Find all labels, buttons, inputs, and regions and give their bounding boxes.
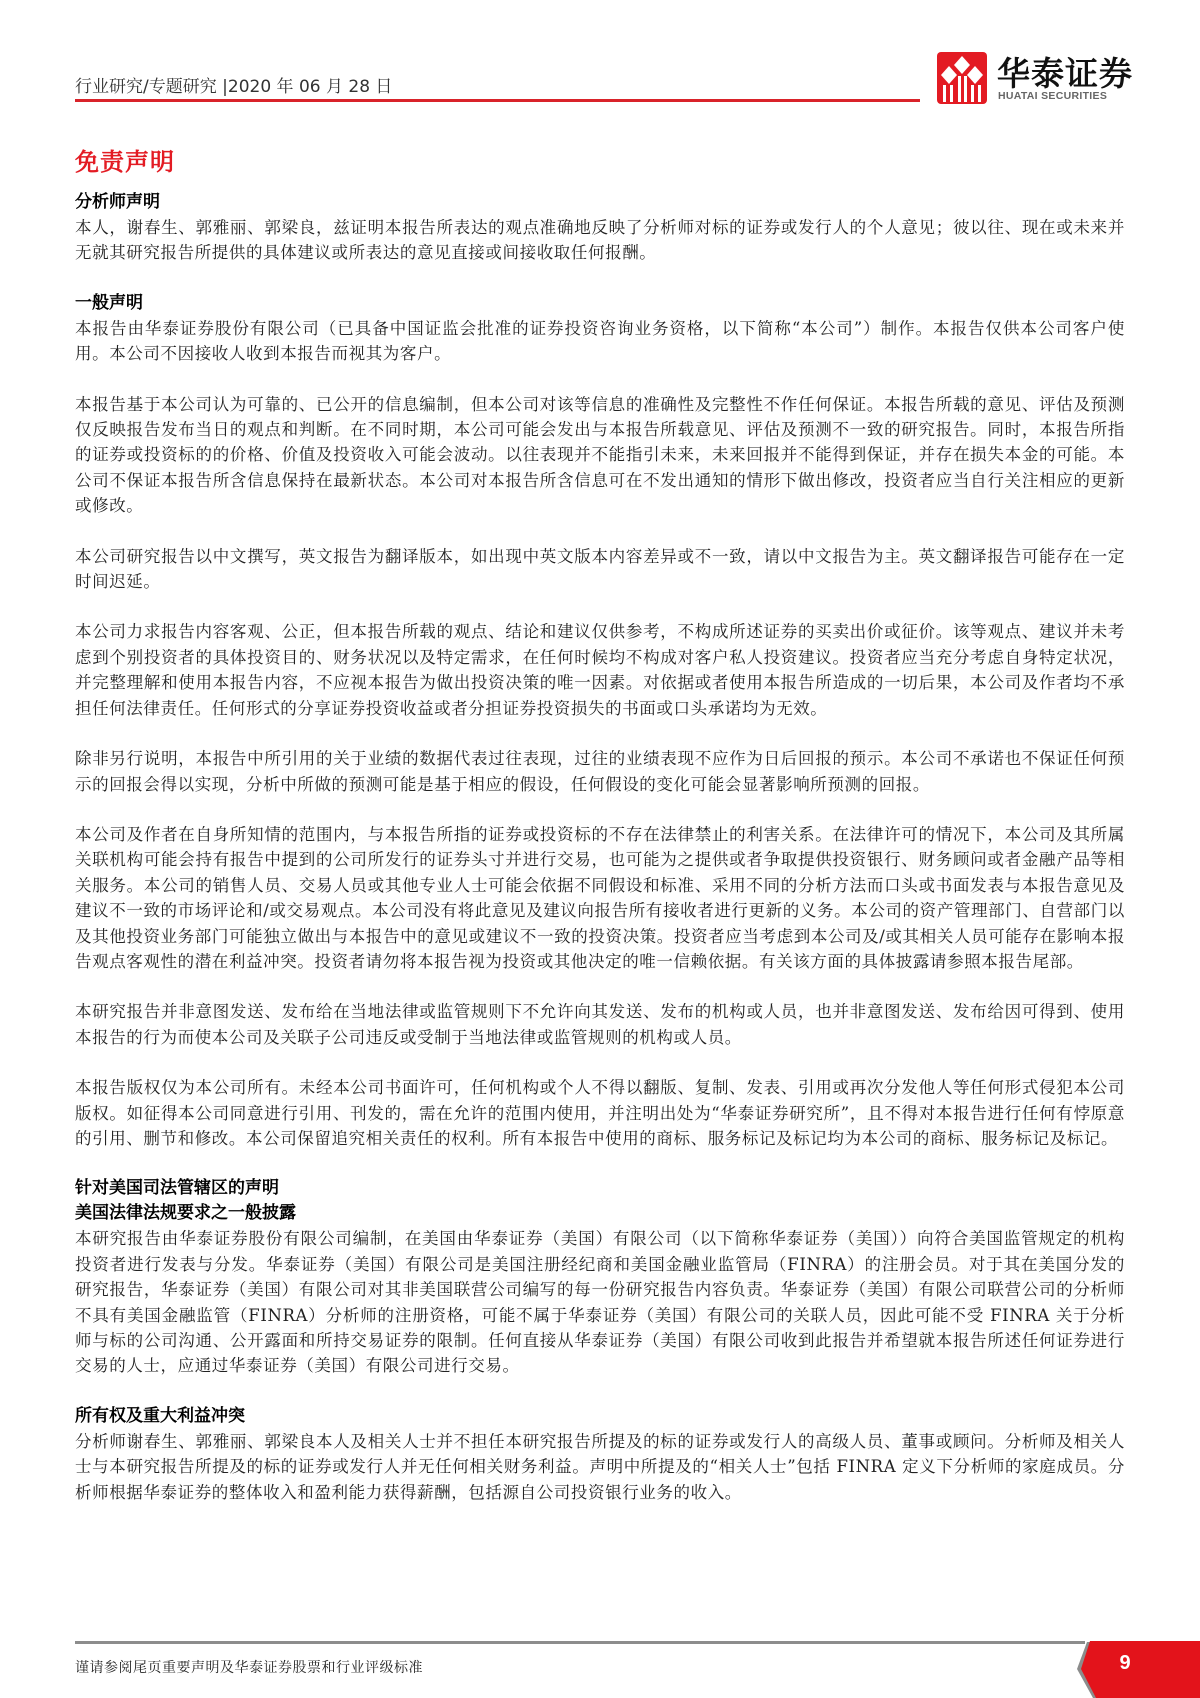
section-general-statement <box>75 291 1125 1152</box>
header-divider <box>75 99 920 102</box>
section-analyst-statement <box>75 190 1125 266</box>
footer-notice: 谨请参阅尾页重要声明及华泰证券股票和行业评级标准 <box>75 1660 423 1676</box>
page-title: 免责声明 <box>75 147 175 176</box>
huatai-logo <box>937 50 1137 106</box>
paragraph: 本研究报告由华泰证券股份有限公司编制，在美国由华泰证券（美国）有限公司（以下简称华泰证券（美国））向符合美国监管规定的机构投资者进行发表与分发。华泰证券（美国）有限公司是美国注册经纪商和美国金融业监管局（FINRA）的注册会员。对于其在美国分发的研究报告，华泰证券（美国）有限公司对其非美国联营公司编写的每一份研究报告内容负责。华泰证券（美国）有限公司联营公司的分析师不具有美国金融监管（FINRA）分析师的注册资格，可能不属于华泰证券（美国）有限公司的关联人员，因此可能不受 FINRA 关于分析师与标的公司沟通、公开露面和所持交易证券的限制。任何直接从华泰证券（美国）有限公司收到此报告并希望就本报告所述任何证券进行交易的人士，应通过华泰证券（美国）有限公司进行交易。 <box>75 1229 1125 1376</box>
header-category-date <box>75 72 392 97</box>
paragraph: 本公司力求报告内容客观、公正，但本报告所载的观点、结论和建议仅供参考，不构成所述证券的买卖出价或征价。该等观点、建议并未考虑到个别投资者的具体投资目的、财务状况以及特定需求，在任何时候均不构成对客户私人投资建议。投资者应当充分考虑自身特定状况，并完整理解和使用本报告内容，不应视本报告为做出投资决策的唯一因素。对依据或者使用本报告所造成的一切后果，本公司及作者均不承担任何法律责任。任何形式的分享证券投资收益或者分担证券投资损失的书面或口头承诺均为无效。 <box>75 622 1125 718</box>
section-heading: 所有权及重大利益冲突 <box>75 1405 245 1426</box>
section-us-jurisdiction <box>75 1176 1125 1378</box>
paragraph: 本报告由华泰证券股份有限公司（已具备中国证监会批准的证券投资咨询业务资格，以下简称“本公司”）制作。本报告仅供本公司客户使用。本公司不因接收人收到本报告而视其为客户。 <box>75 318 1125 364</box>
section-heading: 针对美国司法管辖区的声明 <box>75 1178 279 1199</box>
paragraph: 本公司及作者在自身所知情的范围内，与本报告所指的证券或投资标的不存在法律禁止的利害关系。在法律许可的情况下，本公司及其所属关联机构可能会持有报告中提到的公司所发行的证券头寸并进行交易，也可能为之提供或者争取提供投资银行、财务顾问或者金融产品等相关服务。本公司的销售人员、交易人员或其他专业人士可能会依据不同假设和标准、采用不同的分析方法而口头或书面发表与本报告意见及建议不一致的市场评论和/或交易观点。本公司没有将此意见及建议向报告所有接收者进行更新的义务。本公司的资产管理部门、自营部门以及其他投资业务部门可能独立做出与本报告中的意见或建议不一致的投资决策。投资者应当考虑到本公司及/或其相关人员可能存在影响本报告观点客观性的潜在利益冲突。投资者请勿将本报告视为投资或其他决定的唯一信赖依据。有关该方面的具体披露请参照本报告尾部。 <box>75 824 1125 971</box>
disclaimer-content <box>75 190 1125 1505</box>
header-separator: | <box>222 77 228 97</box>
logo-english-name: HUATAI SECURITIES <box>998 90 1108 102</box>
paragraph: 本人，谢春生、郭雅丽、郭梁良，兹证明本报告所表达的观点准确地反映了分析师对标的证券或发行人的个人意见；彼以往、现在或未来并无就其研究报告所提供的具体建议或所表达的意见直接或间接收取任何报酬。 <box>75 218 1125 263</box>
report-category: 行业研究/专题研究 <box>75 77 217 97</box>
paragraph: 本报告基于本公司认为可靠的、已公开的信息编制，但本公司对该等信息的准确性及完整性不作任何保证。本报告所载的意见、评估及预测仅反映报告发布当日的观点和判断。在不同时期，本公司可能会发出与本报告所载意见、评估及预测不一致的研究报告。同时，本报告所指的证券或投资标的的价格、价值及投资收入可能会波动。以往表现并不能指引未来，未来回报并不能得到保证，并存在损失本金的可能。本公司不保证本报告所含信息保持在最新状态。本公司对本报告所含信息可在不发出通知的情形下做出修改，投资者应当自行关注相应的更新或修改。 <box>75 394 1125 516</box>
paragraph: 分析师谢春生、郭雅丽、郭梁良本人及相关人士并不担任本研究报告所提及的标的证券或发行人的高级人员、董事或顾问。分析师及相关人士与本研究报告所提及的标的证券或发行人并无任何相关财务利益。声明中所提及的“相关人士”包括 FINRA 定义下分析师的家庭成员。分析师根据华泰证券的整体收入和盈利能力获得薪酬，包括源自公司投资银行业务的收入。 <box>75 1431 1125 1502</box>
section-subheading: 美国法律法规要求之一般披露 <box>75 1203 296 1224</box>
section-heading: 一般声明 <box>75 292 143 313</box>
report-date: 2020 年 06 月 28 日 <box>227 77 393 97</box>
paragraph: 除非另行说明，本报告中所引用的关于业绩的数据代表过往表现，过往的业绩表现不应作为日后回报的预示。本公司不承诺也不保证任何预示的回报会得以实现，分析中所做的预测可能是基于相应的假设，任何假设的变化可能会显著影响所预测的回报。 <box>75 749 1125 794</box>
huatai-logo-icon <box>937 52 987 104</box>
paragraph: 本报告版权仅为本公司所有。未经本公司书面许可，任何机构或个人不得以翻版、复制、发表、引用或再次分发他人等任何形式侵犯本公司版权。如征得本公司同意进行引用、刊发的，需在允许的范围内使用，并注明出处为“华泰证券研究所”，且不得对本报告进行任何有悖原意的引用、删节和修改。本公司保留追究相关责任的权利。所有本报告中使用的商标、服务标记及标记均为本公司的商标、服务标记及标记。 <box>75 1078 1125 1148</box>
paragraph: 本公司研究报告以中文撰写，英文报告为翻译版本，如出现中英文版本内容差异或不一致，请以中文报告为主。英文翻译报告可能存在一定时间迟延。 <box>75 546 1125 592</box>
page-header <box>75 66 925 102</box>
section-ownership-conflicts <box>75 1404 1125 1505</box>
page-number: 9 <box>1119 1652 1131 1674</box>
logo-chinese-name: 华泰证券 <box>997 54 1133 93</box>
paragraph: 本研究报告并非意图发送、发布给在当地法律或监管规则下不允许向其发送、发布的机构或人员，也并非意图发送、发布给因可得到、使用本报告的行为而使本公司及关联子公司违反或受制于当地法律或监管规则的机构或人员。 <box>75 1002 1125 1047</box>
section-heading: 分析师声明 <box>75 192 160 212</box>
footer-divider <box>75 1641 1085 1644</box>
